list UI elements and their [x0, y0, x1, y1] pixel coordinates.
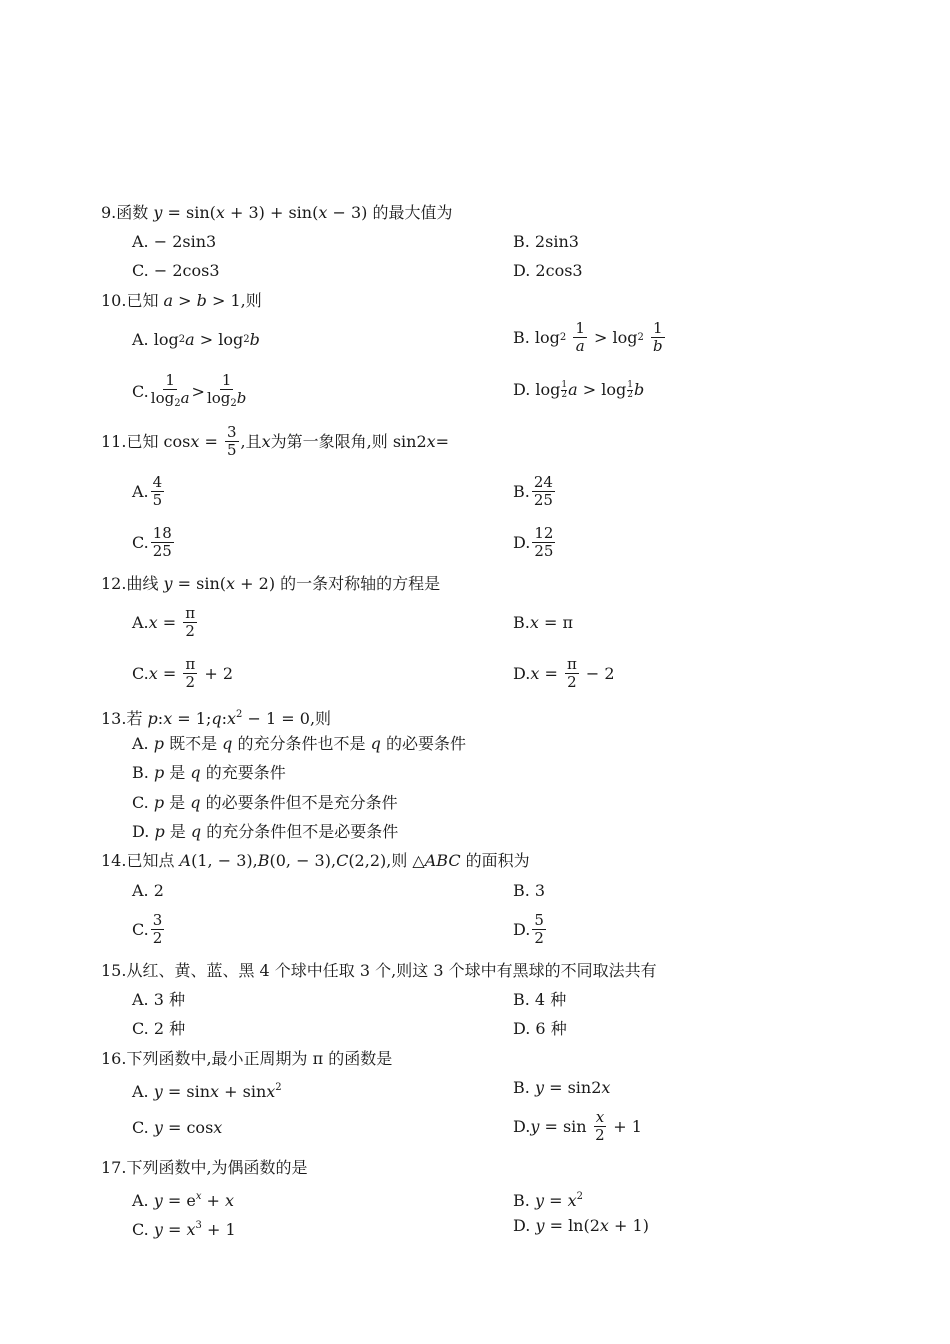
q14-option-b[interactable]: B. 3	[513, 881, 546, 900]
q15-option-b[interactable]: B. 4 种	[513, 990, 567, 1009]
q10-option-b[interactable]: B. log 2 $\frac{1}{a}$ > log 2 $\frac{1}{b}$	[513, 319, 663, 355]
q11-option-c[interactable]: C. $\frac{18}{25}$	[132, 524, 172, 560]
q14-option-c[interactable]: C. $\frac{3}{2}$	[132, 911, 163, 947]
q13-option-b[interactable]: B. p 是 q 的充要条件	[132, 763, 286, 782]
q13-option-c[interactable]: C. p 是 q 的必要条件但不是充分条件	[132, 793, 398, 812]
question-12-stem: 12.曲线 y = sin(x + 2) 的一条对称轴的方程是	[101, 574, 441, 593]
q14-option-a[interactable]: A. 2	[132, 881, 164, 900]
q12-option-c[interactable]: C. x = $\frac{\pi}{2}$ + 2	[132, 655, 233, 691]
q9-text: 函数 y = sin(x + 3) + sin(x − 3) 的最大值为	[116, 203, 453, 222]
q10-option-c[interactable]: C. $\frac{1}{\log_2a}$ > $\frac{1}{\log_2b}$	[132, 371, 247, 409]
question-13-stem: 13.若 p:x = $1;q:x^2 - 1 = 0$,则	[101, 709, 332, 728]
q17-option-d[interactable]: D. y = ln(2x + 1)	[513, 1216, 649, 1235]
question-17-stem: 17.下列函数中,为偶函数的是	[101, 1158, 308, 1177]
q16-option-d[interactable]: D. y = sin $\frac{x}{2}$ + 1	[513, 1108, 642, 1144]
q14-option-d[interactable]: D. $\frac{5}{2}$	[513, 911, 544, 947]
question-16-stem: 16.下列函数中,最小正周期为 π 的函数是	[101, 1049, 393, 1068]
q9-option-d[interactable]: D. 2cos3	[513, 261, 583, 280]
q11-option-a[interactable]: A. $\frac{4}{5}$	[132, 473, 163, 509]
q11-option-d[interactable]: D. $\frac{12}{25}$	[513, 524, 554, 560]
q12-option-d[interactable]: D. x = $\frac{\pi}{2}$ − 2	[513, 655, 615, 691]
q11-option-b[interactable]: B. $\frac{24}{25}$	[513, 473, 553, 509]
q15-option-d[interactable]: D. 6 种	[513, 1019, 567, 1038]
q16-option-c[interactable]: C. y = cosx	[132, 1118, 223, 1137]
q9-option-b[interactable]: B. 2sin3	[513, 232, 579, 251]
question-11-stem: 11. 已知 cos x = $\frac{3}{5}$ ,且 x 为第一象限角,则 sin2 x =	[101, 423, 450, 459]
q16-option-b[interactable]: B. y = sin2x	[513, 1078, 611, 1097]
q15-option-c[interactable]: C. 2 种	[132, 1019, 186, 1038]
q17-option-c[interactable]: C. $y = x^3 + 1$	[132, 1220, 236, 1239]
q17-option-a[interactable]: A. $y = e^x + x$	[132, 1191, 235, 1210]
q16-option-a[interactable]: A. y = sinx + sinx$^2$	[132, 1082, 282, 1101]
q13-option-a[interactable]: A. p 既不是 q 的充分条件也不是 q 的必要条件	[132, 734, 466, 753]
q10-option-d[interactable]: D. log 1 2 a > log 1 2 b	[513, 379, 645, 400]
q12-option-b[interactable]: B. x = π	[513, 613, 573, 632]
q10-option-a[interactable]: A. log 2 a > log 2 b	[132, 330, 260, 349]
question-15-stem: 15.从红、黄、蓝、黑 4 个球中任取 3 个,则这 3 个球中有黑球的不同取法共有	[101, 961, 657, 980]
q9-option-c[interactable]: C. − 2cos3	[132, 261, 220, 280]
q9-option-a[interactable]: A. − 2sin3	[132, 232, 217, 251]
question-10-stem: 10.已知 a > b > 1,则	[101, 291, 262, 310]
q13-option-d[interactable]: D. p 是 q 的充分条件但不是必要条件	[132, 822, 399, 841]
question-9-stem: 9.函数 y = sin(x + 3) + sin(x − 3) 的最大值为	[101, 203, 453, 222]
question-14-stem: 14.已知点 A(1, − 3),B(0, − 3),C(2,2),则 △ABC 的面积为	[101, 851, 530, 870]
q17-option-b[interactable]: B. $y = x^2$	[513, 1191, 583, 1210]
q15-option-a[interactable]: A. 3 种	[132, 990, 185, 1009]
q12-option-a[interactable]: A. x = $\frac{\pi}{2}$	[132, 604, 196, 640]
